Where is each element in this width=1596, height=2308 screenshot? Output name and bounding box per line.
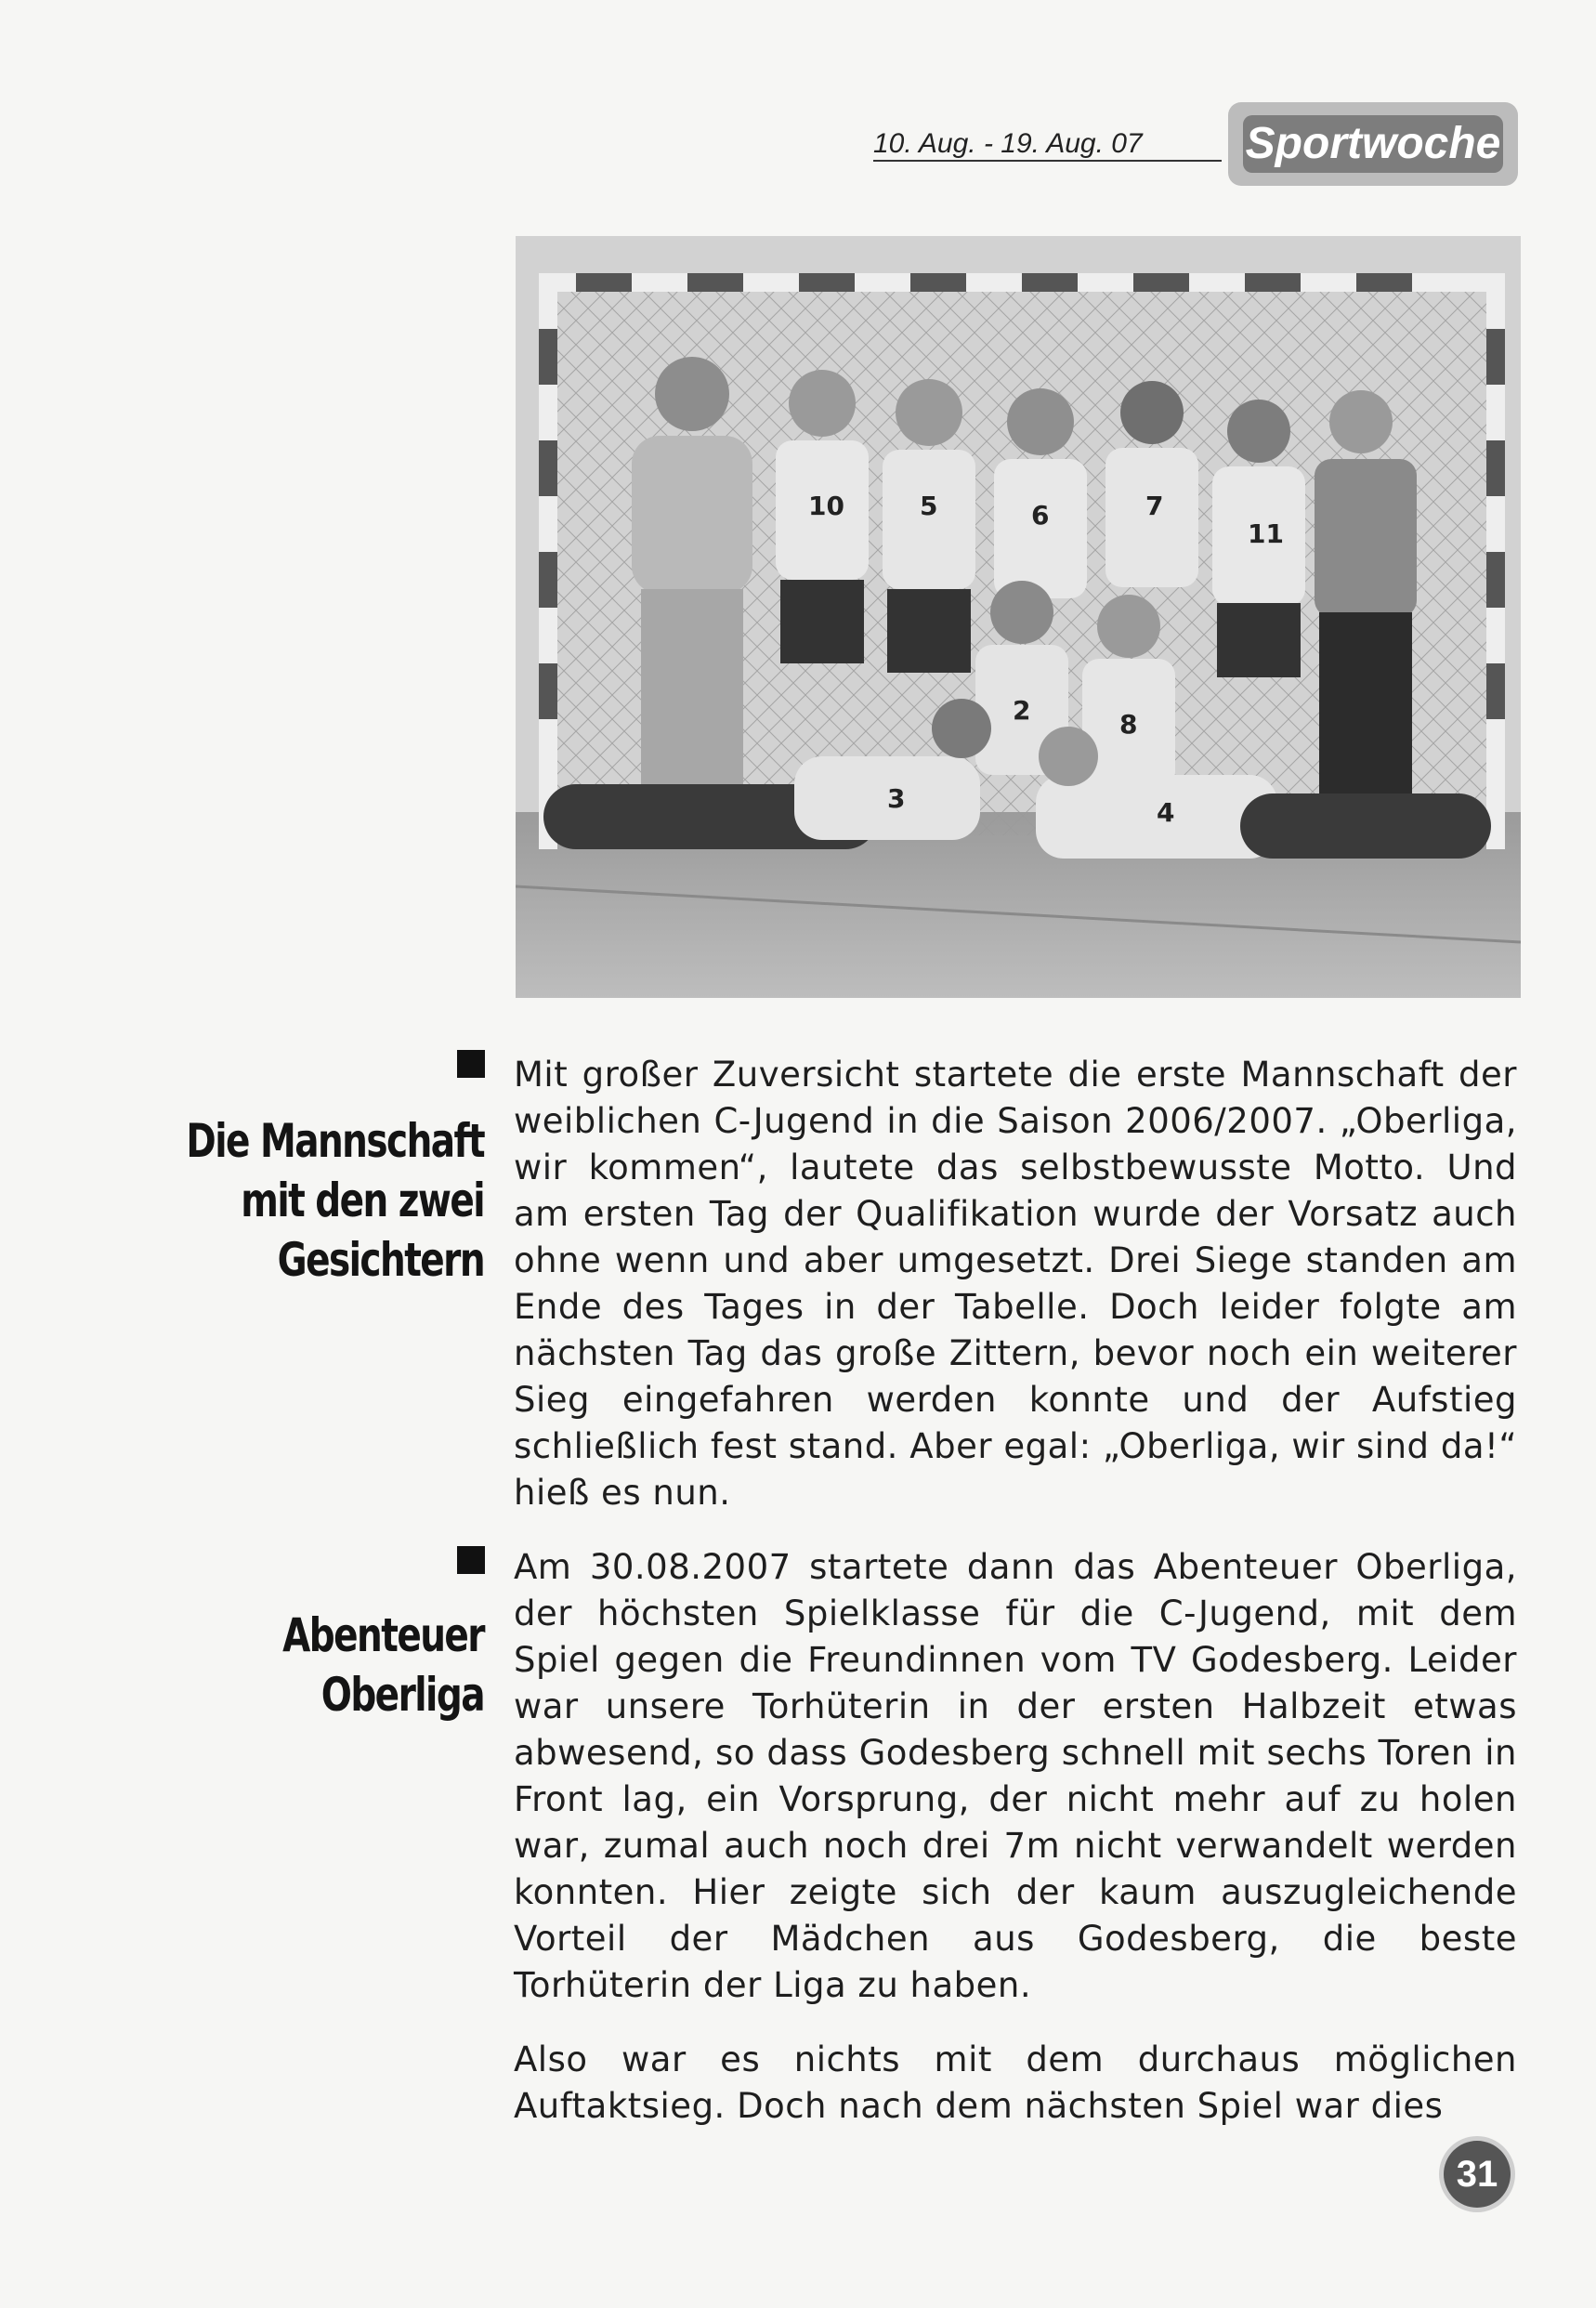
section-marker xyxy=(457,1546,485,1574)
section-heading-line: Abenteuer xyxy=(282,1608,484,1662)
jersey-number: 11 xyxy=(1248,518,1284,549)
section-badge xyxy=(1228,102,1518,186)
jersey-number: 5 xyxy=(920,491,938,521)
section-heading xyxy=(186,1111,484,1290)
page-number: 31 xyxy=(1444,2141,1511,2208)
team-photo xyxy=(516,236,1521,998)
section-heading-line: Oberliga xyxy=(321,1668,484,1722)
section-heading-line: mit den zwei xyxy=(241,1174,484,1227)
jersey-number: 6 xyxy=(1031,500,1050,531)
section-badge-label: Sportwoche xyxy=(1243,115,1503,173)
jersey-number: 8 xyxy=(1119,709,1138,740)
jersey-number: 10 xyxy=(808,491,844,521)
section-paragraph: Am 30.08.2007 startete dann das Abenteuer Oberliga, der höchsten Spielklasse für die C-Jugend, mit dem Spiel gegen die Freundinnen vom TV Godesberg. Leider war unsere Torhüterin in der ersten Halbzeit etwas abwesend, so dass Godesberg schnell mit sechs Toren in Front lag, ein Vorsprung, der nicht mehr auf zu holen war, zumal auch noch drei 7m nicht verwandelt werden konnten. Hier zeigte sich der kaum auszugleichende Vorteil der Mädchen aus Godesberg, die beste Torhüterin der Liga zu haben. xyxy=(514,1547,1517,2005)
section-paragraph: Also war es nichts mit dem durchaus möglichen Auftaktsieg. Doch nach dem nächsten Spiel war dies xyxy=(514,2039,1517,2126)
jersey-number: 3 xyxy=(887,783,906,814)
header-date-range: 10. Aug. - 19. Aug. 07 xyxy=(873,128,1222,162)
section-marker xyxy=(457,1050,485,1078)
section-heading-line: Die Mannschaft xyxy=(186,1114,484,1168)
jersey-number: 7 xyxy=(1145,491,1164,521)
jersey-number: 2 xyxy=(1013,695,1031,726)
jersey-number: 4 xyxy=(1157,797,1175,828)
section-heading xyxy=(282,1606,484,1724)
section-heading-line: Gesichtern xyxy=(277,1233,484,1287)
section-paragraph: Mit großer Zuversicht startete die erste Mannschaft der weiblichen C-Jugend in die Saison 2006/2007. „Oberliga, wir kommen“, lautete das selbstbewusste Motto. Und am ersten Tag der Qualifikation wurde der Vorsatz auch ohne wenn und aber umgesetzt. Drei Siege standen am Ende des Tages in der Tabelle. Doch leider folgte am nächsten Tag das große Zittern, bevor noch ein weiterer Sieg eingefahren werden konnte und der Aufstieg schließlich fest stand. Aber egal: „Oberliga, wir sind da!“ hieß es nun. xyxy=(514,1055,1517,1513)
